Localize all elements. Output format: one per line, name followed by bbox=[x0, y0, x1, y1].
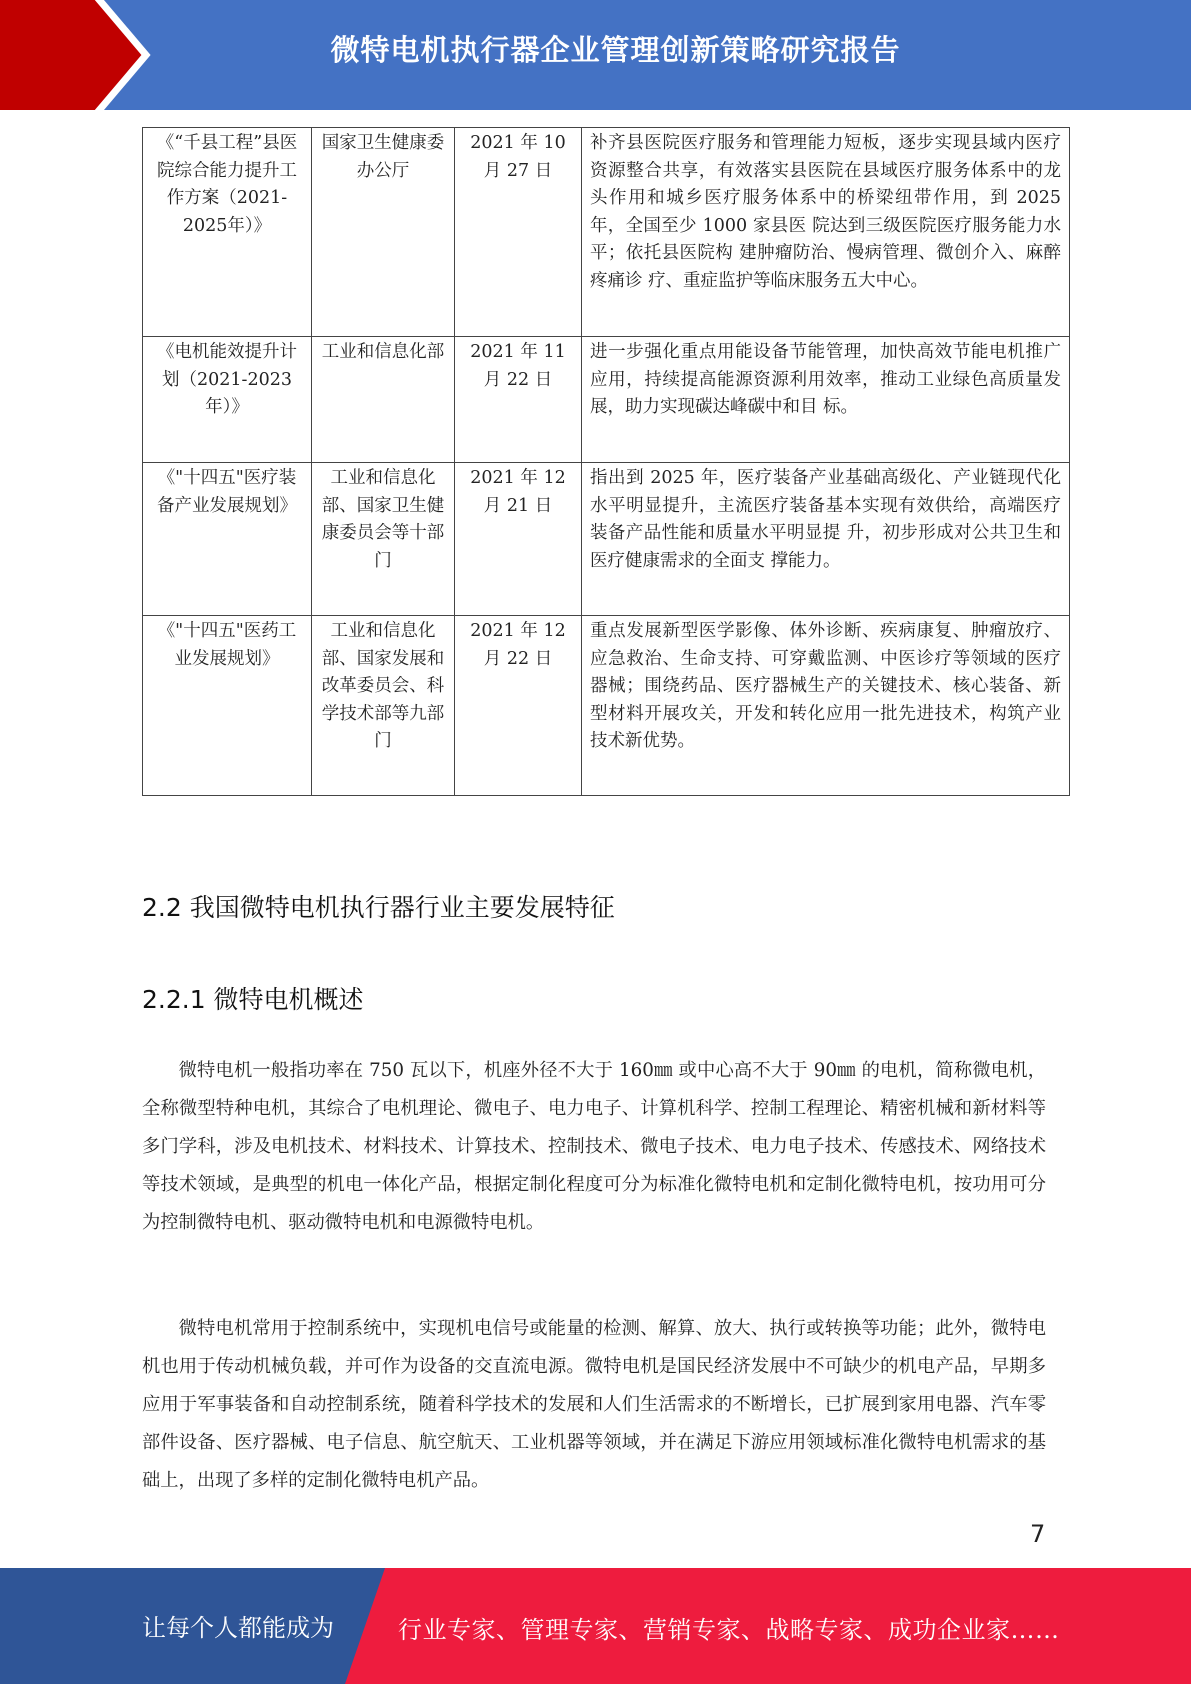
policy-date-cell: 2021 年 10 月 27 日 bbox=[455, 128, 582, 337]
table-row bbox=[143, 337, 1070, 463]
policy-name-cell: 《电机能效提升计划（2021-2023年）》 bbox=[143, 337, 312, 463]
policy-date-cell: 2021 年 12 月 22 日 bbox=[455, 616, 582, 796]
table-row bbox=[143, 463, 1070, 616]
policy-desc-cell: 进一步强化重点用能设备节能管理，加快高效节能电机推广应用，持续提高能源资源利用效率，推动工业绿色高质量发展，助力实现碳达峰碳中和目 标。 bbox=[582, 337, 1070, 463]
policy-name-cell: 《“千县工程”县医院综合能力提升工作方案（2021-2025年）》 bbox=[143, 128, 312, 337]
policy-desc-cell: 补齐县医院医疗服务和管理能力短板，逐步实现县域内医疗资源整合共享，有效落实县医院在县域医疗服务体系中的龙头作用和城乡医疗服务体系中的桥梁纽带作用，到 2025 年，全国至少 1000 家县医 院达到三级医院医疗服务能力水平；依托县医院构 建肿瘤防治、慢病管理、微创介入、麻醉疼痛诊 疗、重症监护等临床服务五大中心。 bbox=[582, 128, 1070, 337]
footer-slogan-left: 让每个人都能成为 bbox=[142, 1614, 334, 1642]
table-row bbox=[143, 616, 1070, 796]
footer-slogan-right: 行业专家、管理专家、营销专家、战略专家、成功企业家…… bbox=[398, 1616, 1060, 1644]
policy-dept-cell: 工业和信息化部、国家发展和改革委员会、科学技术部等九部门 bbox=[312, 616, 455, 796]
report-title: 微特电机执行器企业管理创新策略研究报告 bbox=[330, 33, 901, 67]
body-paragraph: 微特电机一般指功率在 750 瓦以下，机座外径不大于 160㎜ 或中心高不大于 90㎜ 的电机，简称微电机，全称微型特种电机，其综合了电机理论、微电子、电力电子、计算机科学、控制工程理论、精密机械和新材料等多门学科，涉及电机技术、材料技术、计算技术、控制技术、微电子技术、电力电子技术、传感技术、网络技术等技术领域，是典型的机电一体化产品，根据定制化程度可分为标准化微特电机和定制化微特电机，按功用可分为控制微特电机、驱动微特电机和电源微特电机。 bbox=[142, 1060, 1046, 1233]
policy-dept-cell: 国家卫生健康委办公厅 bbox=[312, 128, 455, 337]
page-header bbox=[0, 0, 1191, 110]
page-number: 7 bbox=[1030, 1520, 1046, 1548]
policy-dept-cell: 工业和信息化部 bbox=[312, 337, 455, 463]
body-paragraph: 微特电机常用于控制系统中，实现机电信号或能量的检测、解算、放大、执行或转换等功能；此外，微特电机也用于传动机械负载，并可作为设备的交直流电源。微特电机是国民经济发展中不可缺少的机电产品，早期多应用于军事装备和自动控制系统，随着科学技术的发展和人们生活需求的不断增长，已扩展到家用电器、汽车零部件设备、医疗器械、电子信息、航空航天、工业机器等领域，并在满足下游应用领域标准化微特电机需求的基础上，出现了多样的定制化微特电机产品。 bbox=[142, 1318, 1046, 1491]
policy-date-cell: 2021 年 11 月 22 日 bbox=[455, 337, 582, 463]
page-footer bbox=[0, 1568, 1191, 1684]
policy-date-cell: 2021 年 12 月 21 日 bbox=[455, 463, 582, 616]
subsection-heading: 2.2.1 微特电机概述 bbox=[142, 985, 364, 1014]
policy-name-cell: 《"十四五"医疗装备产业发展规划》 bbox=[143, 463, 312, 616]
section-heading: 2.2 我国微特电机执行器行业主要发展特征 bbox=[142, 893, 615, 922]
policy-desc-cell: 指出到 2025 年，医疗装备产业基础高级化、产业链现代化水平明显提升，主流医疗装备基本实现有效供给，高端医疗装备产品性能和质量水平明显提 升，初步形成对公共卫生和医疗健康需求的全面支 撑能力。 bbox=[582, 463, 1070, 616]
policy-table bbox=[142, 127, 1070, 796]
policy-name-cell: 《"十四五"医药工业发展规划》 bbox=[143, 616, 312, 796]
policy-desc-cell: 重点发展新型医学影像、体外诊断、疾病康复、肿瘤放疗、应急救治、生命支持、可穿戴监测、中医诊疗等领域的医疗器械；围绕药品、医疗器械生产的关键技术、核心装备、新型材料开展攻关，开发和转化应用一批先进技术，构筑产业技术新优势。 bbox=[582, 616, 1070, 796]
table-row bbox=[143, 128, 1070, 337]
policy-dept-cell: 工业和信息化部、国家卫生健康委员会等十部门 bbox=[312, 463, 455, 616]
